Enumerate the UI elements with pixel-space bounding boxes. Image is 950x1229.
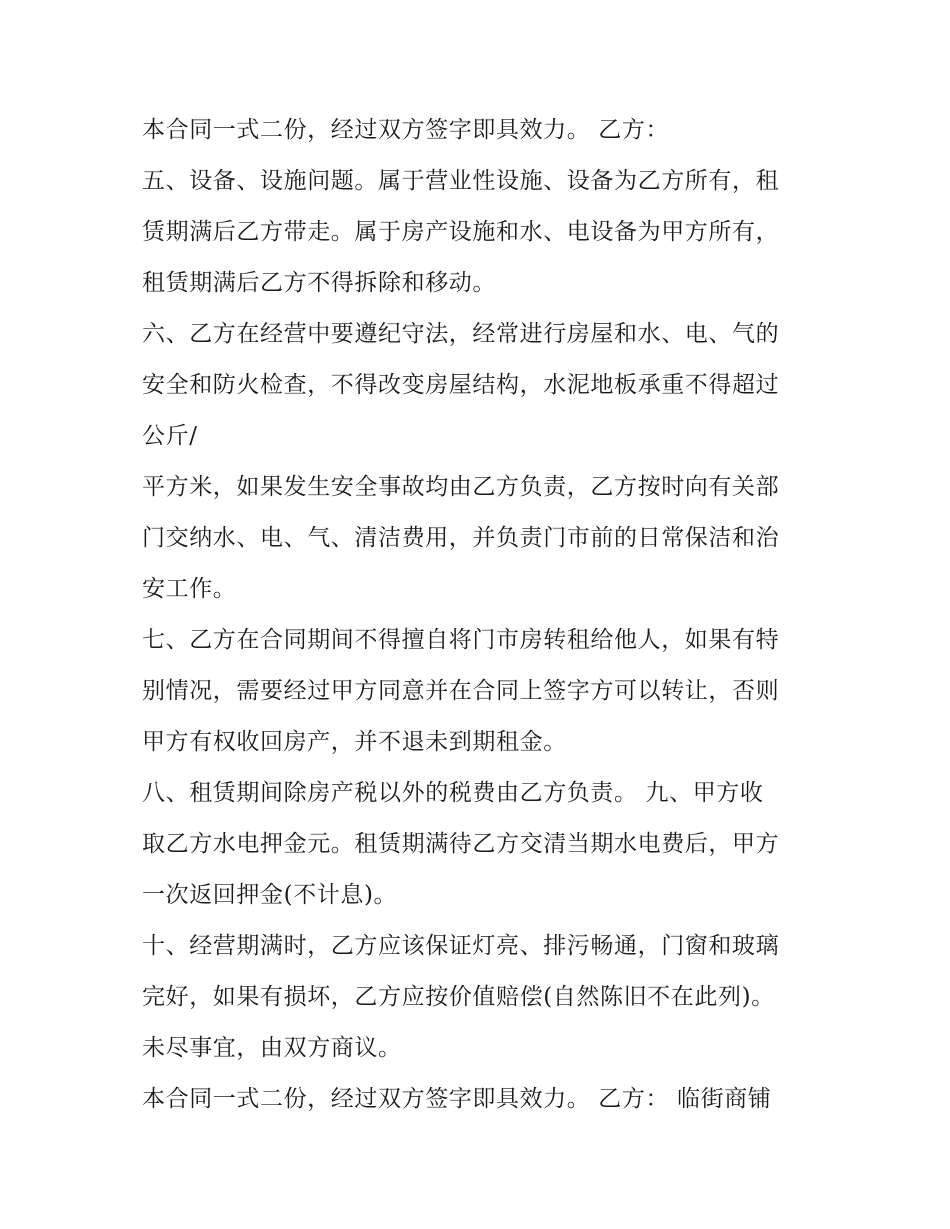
text-line-11: 七、乙方在合同期间不得擅自将门市房转租给他人，如果有特 [142,627,780,653]
text-line-13: 甲方有权收回房产，并不退未到期租金。 [142,729,567,755]
contract-text [142,108,832,1128]
text-line-1: 本合同一式二份，经过双方签字即具效力。 乙方： [142,117,670,143]
text-line-18: 完好，如果有损坏，乙方应按价值赔偿(自然陈旧不在此列)。 [142,984,775,1010]
text-line-5: 六、乙方在经营中要遵纪守法，经常进行房屋和水、电、气的 [142,321,780,347]
text-line-15: 取乙方水电押金元。租赁期满待乙方交清当期水电费后，甲方 [142,831,780,857]
text-line-6: 安全和防火检查，不得改变房屋结构，水泥地板承重不得超过 [142,372,780,398]
text-line-9: 门交纳水、电、气、清洁费用，并负责门市前的日常保洁和治 [142,525,780,551]
text-line-16: 一次返回押金(不计息)。 [142,882,398,908]
text-line-8: 平方米，如果发生安全事故均由乙方负责，乙方按时向有关部 [142,474,780,500]
text-line-20: 本合同一式二份，经过双方签字即具效力。 乙方： 临街商铺 [142,1086,772,1112]
text-line-14: 八、租赁期间除房产税以外的税费由乙方负责。 九、甲方收 [142,780,764,806]
text-line-4: 租赁期满后乙方不得拆除和移动。 [142,270,496,296]
text-line-3: 赁期满后乙方带走。属于房产设施和水、电设备为甲方所有， [142,219,780,245]
text-line-7: 公斤/ [142,423,198,449]
text-line-2: 五、设备、设施问题。属于营业性设施、设备为乙方所有，租 [142,168,780,194]
text-line-12: 别情况，需要经过甲方同意并在合同上签字方可以转让，否则 [142,678,780,704]
text-line-17: 十、经营期满时，乙方应该保证灯亮、排污畅通，门窗和玻璃 [142,933,780,959]
text-line-10: 安工作。 [142,576,237,602]
text-line-19: 未尽事宜，由双方商议。 [142,1035,402,1061]
